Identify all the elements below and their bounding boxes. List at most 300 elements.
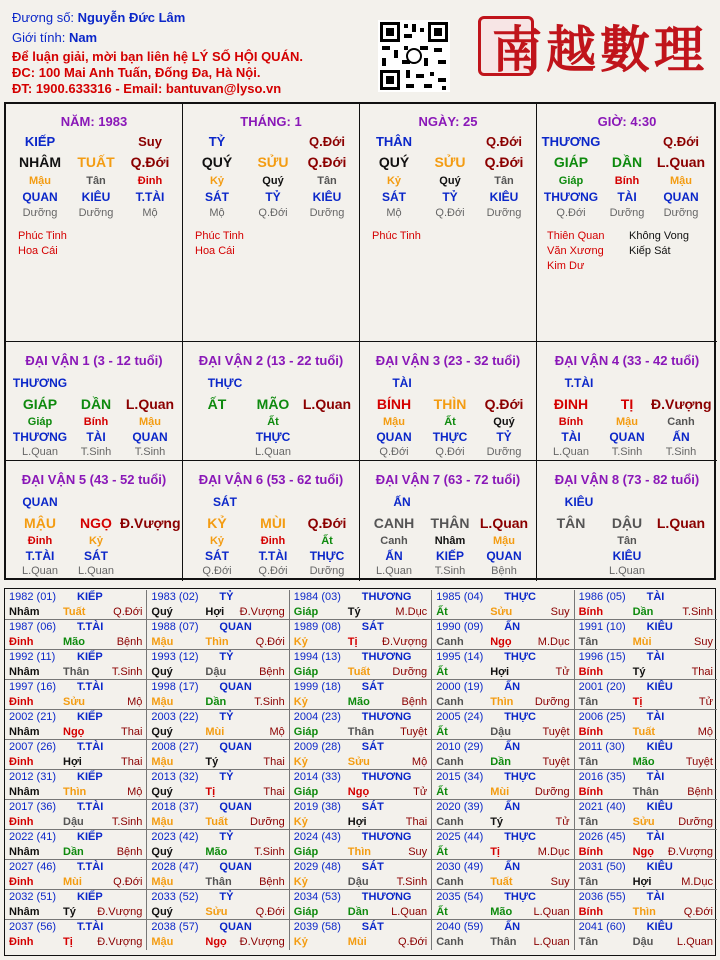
year-branch: Hợi [632,876,652,888]
year-phase: Thai [263,756,285,768]
year-phase: Tử [698,696,713,708]
year-stem: Canh [436,876,464,888]
year-branch: Tị [490,846,500,858]
year-cell [575,830,717,860]
row3-cell: Đinh [137,175,163,187]
row4-cell: QUAN [663,190,699,204]
row2-cell: QUÝ [201,154,233,170]
year-cell [432,770,574,800]
year-god: KIÊU [646,801,673,813]
year-branch: Tuất [347,666,371,678]
year-stem: Bính [578,606,604,618]
year-label: 2008 (27) [151,741,199,753]
row3-cell: Tân [86,175,106,187]
row3-cell: Ất [267,416,279,428]
year-branch: Dậu [632,936,654,948]
year-stem: Kỷ [293,936,308,948]
year-phase: T.Sinh [254,846,285,858]
row3-cell: Quý [262,175,284,187]
row1-cell: KIẾP [24,134,56,149]
year-label: 2037 (56) [9,921,57,933]
year-god: SÁT [361,621,384,633]
year-god: THỰC [504,771,536,783]
year-branch: Dậu [347,876,369,888]
year-cell [147,860,289,890]
year-branch: Dậu [63,816,84,828]
year-god: THỰC [504,891,536,903]
year-label: 1989 (08) [293,621,341,633]
year-god: SÁT [361,921,384,933]
year-stem: Đinh [9,756,34,768]
year-phase: Q.Đới [683,906,713,918]
row1-cell: Q.Đới [663,134,699,149]
pillar-title: THÁNG: 1 [240,114,302,129]
row4-cell: QUAN [376,430,412,444]
year-god: THƯƠNG [361,651,412,663]
year-cell [5,770,147,800]
year-god: KIẾP [77,591,103,603]
row5-cell: T.Sinh [134,446,166,458]
year-god: TỶ [219,771,234,783]
year-god: TÀI [646,831,665,843]
year-branch: Hợi [347,816,367,828]
row5-cell: L.Quan [21,565,59,577]
year-label: 2034 (53) [293,891,341,903]
year-cell [290,590,432,620]
row4-cell: T.TÀI [135,190,165,204]
row2-cell: L.Quan [302,396,352,412]
year-phase: Q.Đới [113,876,143,888]
year-stem: Ất [436,666,448,678]
row4-cell: THƯƠNG [12,430,68,444]
year-branch: Tuất [63,606,86,618]
row3-cell: Bính [83,416,109,428]
dai-van-8 [537,461,717,581]
year-phase: T.Sinh [111,816,143,828]
year-stem: Kỷ [293,816,308,828]
year-god: ẤN [504,621,521,633]
row4-cell: QUAN [486,549,522,563]
year-cell [575,590,717,620]
year-phase: Dưỡng [678,816,713,828]
row4-cell: SÁT [382,190,406,204]
owner-line [12,10,185,25]
year-god: THỰC [504,651,536,663]
row2-cell: GIÁP [22,396,58,412]
year-stem: Bính [578,786,604,798]
year-stem: Canh [436,696,464,708]
star-label-2: Không Vong [629,230,689,242]
year-phase: L.Quan [533,936,570,948]
year-branch: Mùi [632,636,652,648]
year-stem: Bính [578,666,604,678]
contact-line-1: Để luận giải, mời bạn liên hệ LÝ SỐ HỘI QUÁN. [12,49,303,64]
year-phase: Tuyệt [685,756,713,768]
row2-cell: DẦN [80,396,112,412]
year-branch: Tý [632,666,646,678]
row5-cell: Q.Đới [435,446,465,458]
year-phase: Tuyệt [542,726,570,738]
row5-cell: Dưỡng [22,207,58,219]
year-cell [575,650,717,680]
year-cell [5,680,147,710]
year-cell [432,710,574,740]
year-label: 1999 (18) [293,681,341,693]
row2-cell: Q.Đới [307,515,347,531]
year-cell [432,740,574,770]
year-branch: Ngọ [347,786,370,798]
year-label: 1995 (14) [436,651,484,663]
year-phase: Đ.Vượng [97,936,143,948]
year-stem: Giáp [293,846,319,858]
year-cell [432,680,574,710]
year-cell [147,740,289,770]
row2-cell: TUẤT [77,154,115,170]
year-label: 1994 (13) [293,651,341,663]
star-label: Thiên Quan [547,230,605,242]
year-phase: Bệnh [687,786,713,798]
year-cell [290,890,432,920]
year-label: 1998 (17) [151,681,199,693]
year-stem: Canh [436,636,464,648]
year-phase: M.Dục [395,606,428,618]
row5-cell: Q.Đới [556,207,586,219]
year-stem: Quý [151,906,173,918]
row1-cell: Suy [138,134,162,149]
year-label: 2039 (58) [293,921,341,933]
year-phase: Bệnh [259,876,285,888]
year-stem: Quý [151,846,173,858]
row3-cell: Mậu [383,416,405,428]
row3-cell: Tân [494,175,514,187]
year-phase: Đ.Vượng [239,936,285,948]
star-label: Phúc Tinh [372,230,421,242]
dai-van-title: ĐẠI VẬN 8 (73 - 82 tuổi) [554,472,700,487]
row3-cell: Mậu [616,416,638,428]
year-cell [290,830,432,860]
year-branch: Tị [205,786,216,798]
dai-van-title: ĐẠI VẬN 4 (33 - 42 tuổi) [554,353,700,368]
pillar-title: GIỜ: 4:30 [597,114,657,129]
year-phase: Mộ [127,696,143,708]
year-stem: Kỷ [293,636,308,648]
year-branch: Thân [490,936,517,948]
year-label: 2011 (30) [578,741,625,753]
row2-cell: MÃO [256,396,290,412]
star-label: Hoa Cái [18,245,58,257]
year-label: 1990 (09) [436,621,484,633]
year-stem: Ất [436,786,448,798]
row3-cell: Đinh [27,535,53,547]
year-phase: Tuyệt [400,726,428,738]
year-stem: Bính [578,846,604,858]
row2-cell: L.Quan [656,154,706,170]
year-god: THỰC [504,831,536,843]
row1-cell: THÂN [375,134,413,149]
dai-van-title: ĐẠI VẬN 5 (43 - 52 tuổi) [21,472,167,487]
year-phase: Đ.Vượng [239,606,285,618]
year-phase: Q.Đới [397,936,428,948]
year-stem: Đinh [9,636,34,648]
year-label: 2020 (39) [436,801,484,813]
year-label: 2002 (21) [9,711,57,723]
year-label: 2024 (43) [293,831,341,843]
year-label: 2029 (48) [293,861,341,873]
row2-cell: TỊ [620,396,634,412]
year-phase: Thai [263,786,285,798]
row4-cell: TỶ [265,190,281,204]
row2-cell: ẤT [207,396,227,412]
row2-cell: KỶ [207,515,227,531]
year-cell [432,620,574,650]
year-label: 2010 (29) [436,741,484,753]
row4-cell: KIÊU [312,190,342,204]
row4-cell: QUAN [132,430,168,444]
year-stem: Bính [578,906,604,918]
year-phase: Tử [555,666,570,678]
year-branch: Tuất [490,876,513,888]
row4-cell: QUAN [22,190,58,204]
year-cell [575,680,717,710]
year-label: 2012 (31) [9,771,57,783]
dai-van-2 [183,342,360,461]
year-cell [290,620,432,650]
year-branch: Tị [632,696,643,708]
star-label: Phúc Tinh [195,230,244,242]
row2-cell: THÌN [433,396,467,412]
row4-cell: KIÊU [489,190,519,204]
row5-cell: Dưỡng [486,446,522,458]
contact-line-3: ĐT: 1900.633316 - Email: bantuvan@lyso.vn [12,81,282,96]
year-god: KIẾP [77,771,103,783]
year-cell [147,920,289,950]
year-stem: Giáp [293,786,319,798]
year-label: 2014 (33) [293,771,341,783]
year-god: KIÊU [646,681,673,693]
row5-cell: Mộ [386,207,402,219]
year-cell [5,590,147,620]
star-label-2: Kiếp Sát [629,245,671,257]
year-god: TỶ [219,831,234,843]
year-branch: Tý [205,756,219,768]
year-god: KIẾP [77,891,103,903]
row3-cell: Đinh [260,535,286,547]
year-branch: Thân [63,666,90,678]
star-label: Kim Dư [547,260,585,272]
year-stem: Mậu [151,696,174,708]
year-label: 1996 (15) [578,651,626,663]
year-cell [432,650,574,680]
year-branch: Dần [632,606,654,618]
row3-cell: Canh [380,535,408,547]
year-branch: Dần [205,696,227,708]
year-label: 2023 (42) [151,831,199,843]
year-stem: Mậu [151,756,174,768]
year-stem: Kỷ [293,876,308,888]
dai-van-title: ĐẠI VẬN 3 (23 - 32 tuổi) [375,353,521,368]
row5-cell: Q.Đới [435,207,465,219]
year-god: TỶ [219,651,234,663]
dai-van-4 [537,342,717,461]
year-branch: Thìn [205,636,229,648]
year-god: KIẾP [77,711,103,723]
year-god: SÁT [361,741,384,753]
row4-cell: SÁT [84,549,108,563]
row4-cell: THỰC [309,549,345,563]
year-branch: Thân [205,876,232,888]
year-branch: Dần [63,846,84,858]
year-stem: Ất [436,726,448,738]
year-label: 2021 (40) [578,801,626,813]
row2-cell: Q.Đới [307,154,347,170]
row1-cell: TỶ [208,134,226,149]
year-branch: Mùi [63,876,82,888]
row3-cell: Kỷ [209,535,225,547]
year-cell [575,920,717,950]
year-god: TỶ [219,891,234,903]
row4-cell: KIÊU [81,190,111,204]
year-branch: Ngọ [63,726,85,738]
year-label: 2040 (59) [436,921,484,933]
year-god: QUAN [219,741,252,753]
year-label: 2026 (45) [578,831,626,843]
year-phase: Thai [691,666,713,678]
logo-text: 南越數理 [492,20,708,79]
year-label: 1986 (05) [578,591,626,603]
year-cell [147,710,289,740]
year-god: THỰC [504,591,536,603]
row4-cell: TÀI [617,190,637,204]
year-label: 2004 (23) [293,711,341,723]
year-branch: Thân [347,726,375,738]
year-cell [432,860,574,890]
year-phase: T.Sinh [111,666,143,678]
year-god: QUAN [219,921,252,933]
year-phase: Bệnh [116,636,143,648]
year-label: 2027 (46) [9,861,57,873]
year-phase: Suy [550,876,570,888]
year-god: QUAN [219,861,252,873]
year-god: TÀI [646,591,665,603]
year-god: KIẾP [77,651,103,663]
year-cell [147,800,289,830]
row2-cell: THÂN [430,515,470,531]
star-label: Phúc Tinh [18,230,67,242]
pillar-1 [183,104,360,342]
year-branch: Tị [63,936,73,948]
row4-cell: ẤN [672,430,690,444]
year-branch: Thân [632,786,659,798]
year-cell [5,920,147,950]
year-cell [290,740,432,770]
row4-cell: SÁT [205,549,229,563]
row4-cell: T.TÀI [25,549,55,563]
year-stem: Giáp [293,606,319,618]
year-phase: Suy [408,846,428,858]
year-god: KIÊU [646,621,673,633]
year-phase: Mộ [269,726,285,738]
year-label: 1993 (12) [151,651,199,663]
year-stem: Nhâm [9,906,40,918]
row5-cell: Mộ [209,207,225,219]
year-stem: Giáp [293,666,319,678]
year-label: 2038 (57) [151,921,199,933]
row5-cell: L.Quan [254,446,292,458]
year-god: SÁT [361,861,384,873]
year-cell [290,770,432,800]
year-stem: Tân [578,696,599,708]
year-stem: Ất [436,906,448,918]
year-label: 2035 (54) [436,891,484,903]
year-phase: Tuyệt [542,756,570,768]
row2-cell: NHÂM [19,154,61,170]
dai-van-god: THỰC [207,376,243,390]
year-cell [575,710,717,740]
row3-cell: Mậu [493,535,515,547]
year-phase: Q.Đới [255,906,285,918]
year-stem: Nhâm [9,786,40,798]
star-label: Văn Xương [547,245,604,257]
dai-van-title: ĐẠI VẬN 6 (53 - 62 tuổi) [198,472,344,487]
year-cell [5,830,147,860]
year-cell [147,590,289,620]
year-stem: Đinh [9,876,34,888]
year-cell [575,770,717,800]
row5-cell: Q.Đới [379,446,409,458]
row4-cell: QUAN [609,430,645,444]
gender-line [12,30,97,45]
year-god: SÁT [361,681,384,693]
year-god: TÀI [646,711,665,723]
year-cell [290,860,432,890]
dai-van-3 [360,342,537,461]
year-cell [5,800,147,830]
row2-cell: SỬU [257,154,289,170]
year-label: 1982 (01) [9,591,57,603]
year-god: THƯƠNG [361,591,412,603]
row4-cell: THỰC [432,430,468,444]
year-cell [5,650,147,680]
year-god: T.TÀI [77,861,104,873]
row2-cell: NGỌ [80,515,112,531]
year-stem: Đinh [9,816,34,828]
year-stem: Tân [578,636,599,648]
dai-van-title: ĐẠI VẬN 2 (13 - 22 tuổi) [198,353,344,368]
dai-van-god: QUAN [22,495,58,509]
year-phase: Thai [120,726,143,738]
year-label: 2007 (26) [9,741,57,753]
row3-cell: Giáp [27,416,53,428]
year-label: 2006 (25) [578,711,626,723]
qr-code-icon[interactable] [378,20,450,92]
row2-cell: MÙI [260,515,286,531]
year-label: 2005 (24) [436,711,484,723]
year-stem: Giáp [293,726,319,738]
year-branch: Mão [347,696,370,708]
year-god: ẤN [504,921,521,933]
year-label: 2030 (49) [436,861,484,873]
star-label: Hoa Cái [195,245,235,257]
header [0,0,720,100]
row2-cell: QUÝ [378,154,410,170]
row4-cell: KIÊU [612,549,642,563]
dai-van-god: ẤN [393,495,411,509]
year-cell [575,890,717,920]
year-label: 1991 (10) [578,621,626,633]
year-cell [432,890,574,920]
year-phase: Tử [413,786,428,798]
row4-cell: TỶ [496,430,512,444]
